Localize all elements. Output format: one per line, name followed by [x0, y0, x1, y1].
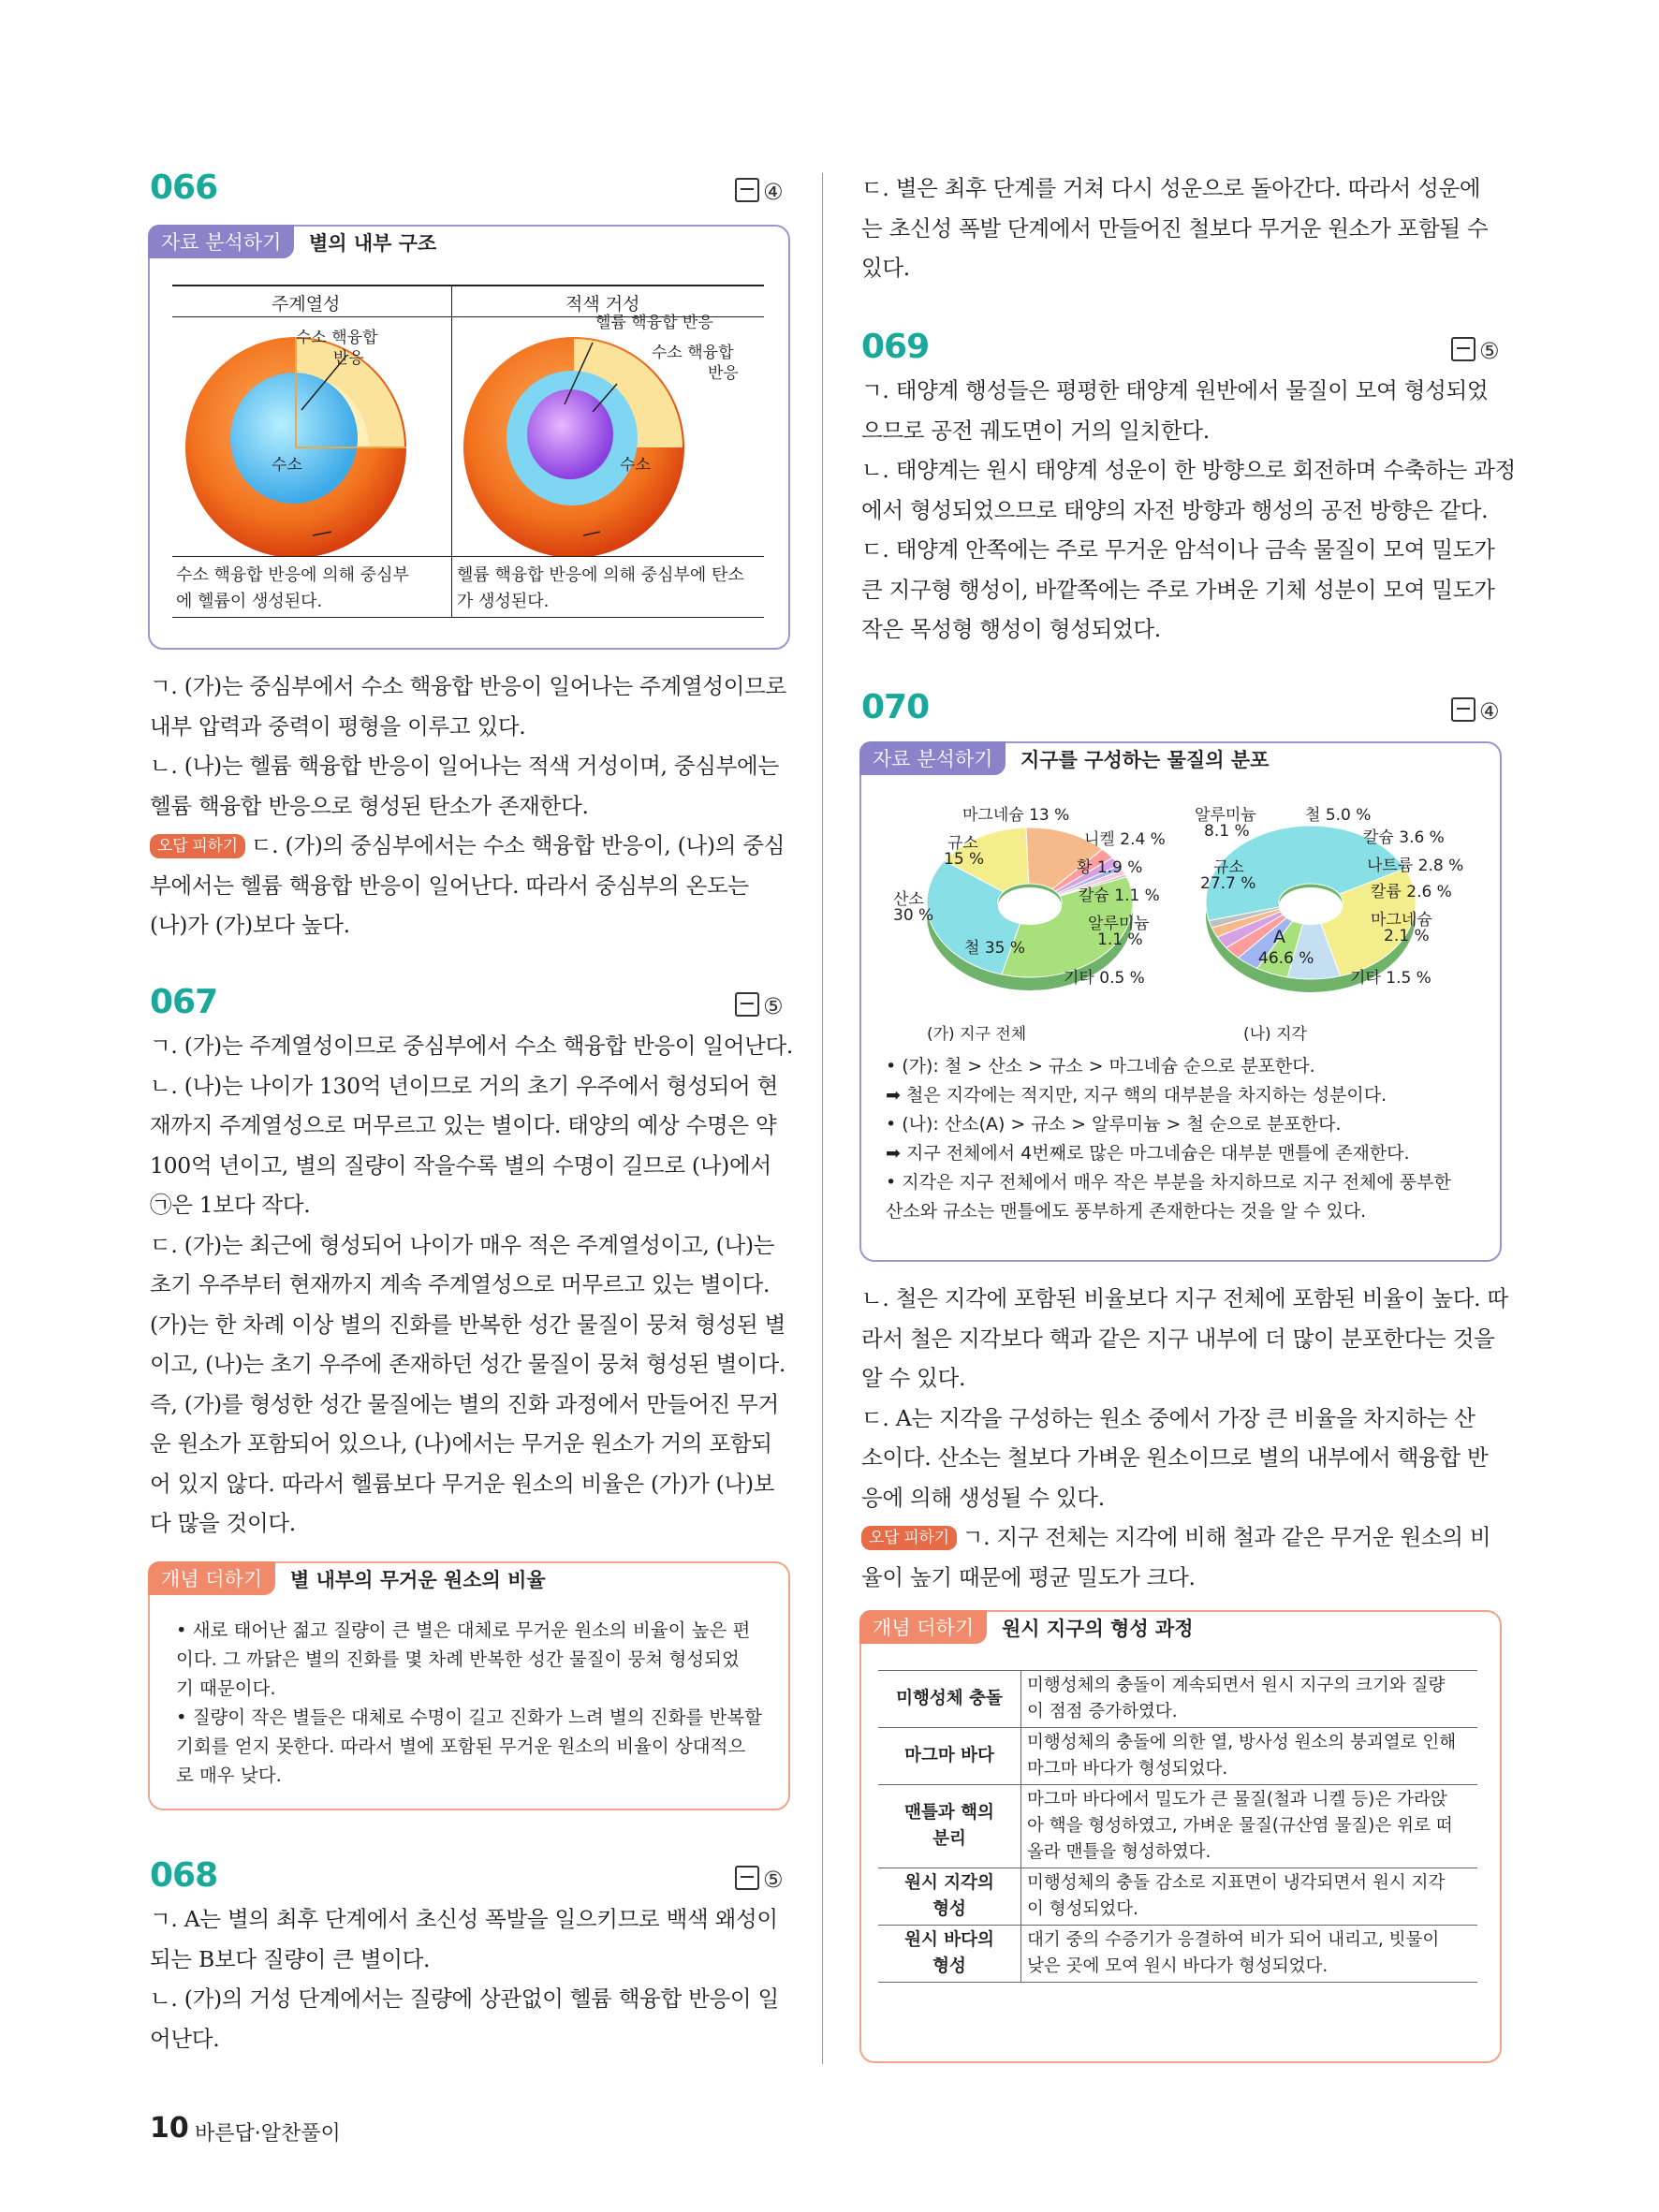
answer-text-069: [861, 371, 1516, 650]
concept-box: [859, 1610, 1502, 2063]
answer-value: ⑤: [763, 993, 784, 1019]
page-number: 10: [150, 2112, 189, 2145]
label-hydrogen: 수소: [272, 456, 302, 475]
formation-flow-table: [878, 1670, 1477, 1983]
pie-hole: [998, 887, 1062, 925]
wrong-answer-badge: 오답 피하기: [861, 1526, 957, 1550]
table-top-rule: [172, 285, 764, 286]
label-aluminium-value: 8.1 %: [1204, 822, 1250, 841]
hydrogen-fusion-core: [230, 373, 358, 504]
label-magnesium: 마그네슘: [1371, 911, 1432, 930]
bullet-line: 로 매우 낮다.: [176, 1765, 282, 1786]
label-a: A: [1273, 927, 1285, 947]
label-aluminium: 알루미늄: [1088, 915, 1150, 933]
data-analysis-tab: 자료 분석하기: [859, 741, 1006, 775]
concept-tab: 개념 더하기: [148, 1561, 275, 1595]
flow-stage: [878, 1671, 1021, 1728]
footer-title: 바른답·알찬풀이: [195, 2122, 341, 2146]
flow-stage-line: 원시 바다의: [904, 1930, 994, 1950]
flow-stage: [878, 1926, 1021, 1983]
text-line: 다 많을 것이다.: [150, 1510, 296, 1536]
bullet-line: 기 때문이다.: [176, 1677, 276, 1699]
label-oxygen-value: 30 %: [893, 906, 934, 925]
label-magnesium-value: 2.1 %: [1384, 927, 1430, 945]
flow-stage: [878, 1785, 1021, 1868]
flow-description-line: 이 점점 증가하였다.: [1027, 1702, 1178, 1721]
label-silicon: 규소: [947, 834, 978, 853]
data-analysis-box: [148, 225, 790, 650]
data-analysis-tab: 자료 분석하기: [148, 225, 294, 258]
flow-description-line: 미행성체의 충돌에 의한 열, 방사성 원소의 붕괴열로 인해: [1027, 1733, 1457, 1752]
text-line: 으므로 공전 궤도면이 거의 일치한다.: [861, 417, 1210, 444]
text-line: ㄱ. A는 별의 최후 단계에서 초신성 폭발을 일으키므로 백색 왜성이: [150, 1906, 778, 1932]
wrong-answer-line: [150, 826, 786, 866]
flow-description-line: 이 형성되었다.: [1027, 1899, 1138, 1919]
flow-row: [878, 1785, 1477, 1868]
label-h-fusion-2: 반응: [333, 349, 364, 368]
bullet-line: • 새로 태어난 젊고 질량이 큰 별은 대체로 무거운 원소의 비율이 높은 편: [176, 1619, 751, 1641]
label-aluminium-value: 1.1 %: [1097, 930, 1143, 949]
flow-stage-line: 원시 지각의: [904, 1873, 994, 1893]
flow-stage-line: 형성: [932, 1956, 966, 1976]
col-head-red-giant: 적색 거성: [565, 294, 640, 315]
text-line: 어 있지 않다. 따라서 헬륨보다 무거운 원소의 비율은 (가)가 (나)보: [150, 1470, 775, 1497]
text-line: ㄴ. 태양계는 원시 태양계 성운이 한 방향으로 회전하며 수축하는 과정: [861, 457, 1516, 483]
text-line: 작은 목성형 행성이 형성되었다.: [861, 616, 1161, 642]
flow-description-line: 낮은 곳에 모여 원시 바다가 형성되었다.: [1027, 1956, 1329, 1976]
flow-description-line: 미행성체의 충돌 감소로 지표면이 냉각되면서 원시 지각: [1027, 1873, 1446, 1893]
bullet-line: • 질량이 작은 별들은 대체로 수명이 길고 진화가 느려 별의 진화를 반복할: [176, 1707, 762, 1728]
box-title: 별의 내부 구조: [309, 232, 437, 255]
analysis-bullets: [886, 1052, 1451, 1226]
flow-stage-line: 형성: [932, 1899, 966, 1919]
label-a-value: 46.6 %: [1258, 949, 1314, 968]
text-line: 에서 형성되었으므로 태양의 자전 방향과 행성의 공전 방향은 같다.: [861, 496, 1489, 523]
flow-stage-line: 분리: [932, 1829, 966, 1849]
text-line: 어난다.: [150, 2025, 220, 2052]
label-other: 기타 0.5 %: [1064, 969, 1145, 988]
text-line: ㄷ. 태양계 안쪽에는 주로 무거운 암석이나 금속 물질이 모여 밀도가: [861, 536, 1495, 563]
bullet-line: • (나): 산소(A) > 규소 > 알루미늄 > 철 순으로 분포한다.: [886, 1114, 1342, 1135]
text-line: 100억 년이고, 별의 질량이 작을수록 별의 수명이 길므로 (나)에서: [150, 1151, 771, 1179]
flow-description-line: 마그마 바다가 형성되었다.: [1027, 1759, 1228, 1779]
box-title: 지구를 구성하는 물질의 분포: [1020, 749, 1270, 771]
label-silicon-value: 27.7 %: [1200, 874, 1256, 893]
answer-icon: [735, 178, 759, 202]
label-hydrogen: 수소: [620, 456, 651, 475]
text-line: 운 원소가 포함되어 있으나, (나)에서는 무거운 원소가 거의 포함되: [150, 1430, 772, 1457]
answer-value: ④: [763, 179, 784, 205]
text-line: 즉, (가)를 형성한 성간 물질에는 별의 진화 과정에서 만들어진 무거: [150, 1390, 779, 1417]
answer-icon: [735, 1866, 759, 1890]
answer-value: ⑤: [763, 1867, 784, 1893]
text-line: 초기 우주부터 현재까지 계속 주계열성으로 머무르고 있는 별이다.: [150, 1271, 771, 1297]
flow-description-line: 마그마 바다에서 밀도가 큰 물질(철과 니켈 등)은 가라앉: [1027, 1790, 1447, 1809]
flow-description-line: 대기 중의 수증기가 응결하여 비가 되어 내리고, 빗물이: [1027, 1930, 1440, 1950]
flow-description: [1021, 1926, 1478, 1983]
label-h-fusion: 수소 핵융합: [296, 329, 378, 347]
chart-caption-crust: (나) 지각: [1243, 1025, 1307, 1044]
text-line: ㄱ. 지구 전체는 지각에 비해 철과 같은 무거운 원소의 비: [962, 1524, 1491, 1550]
text-line: 큰 지구형 행성이, 바깥쪽에는 주로 가벼운 기체 성분이 모여 밀도가: [861, 576, 1495, 603]
answer-mark: [735, 1866, 784, 1893]
text-line: 부에서는 헬륨 핵융합 반응이 일어난다. 따라서 중심부의 온도는: [150, 872, 749, 899]
label-sulfur: 황 1.9 %: [1077, 858, 1143, 877]
answer-icon: [735, 992, 759, 1017]
answer-mark: [735, 178, 784, 205]
answer-icon: [1451, 697, 1475, 722]
label-h-fusion-2: 반응: [708, 364, 739, 383]
answer-value: ⑤: [1479, 338, 1500, 364]
question-number: 069: [861, 328, 930, 366]
wrong-answer-line: [861, 1517, 1508, 1558]
text-line: 있다.: [861, 255, 910, 281]
label-magnesium: 마그네슘 13 %: [962, 806, 1070, 825]
answer-text-067: [150, 1026, 793, 1544]
label-oxygen: 산소: [893, 890, 924, 909]
text-line: ㄷ. 별은 최후 단계를 거쳐 다시 성운으로 돌아간다. 따라서 성운에: [861, 175, 1481, 201]
answer-text-070: [861, 1279, 1508, 1597]
box-title: 원시 지구의 형성 과정: [1002, 1618, 1194, 1640]
column-divider: [822, 173, 823, 2064]
answer-icon: [1451, 337, 1475, 361]
text-line: ㄷ. (가)는 최근에 형성되어 나이가 매우 적은 주계열성이고, (나)는: [150, 1231, 775, 1258]
caption-red-giant-2: 가 생성된다.: [457, 592, 550, 611]
text-line: ㄷ. (가)의 중심부에서는 수소 핵융합 반응이, (나)의 중심: [250, 832, 785, 858]
box-title: 별 내부의 무거운 원소의 비율: [290, 1569, 546, 1591]
label-he-fusion: 헬륨 핵융합 반응: [595, 314, 713, 332]
flow-description-line: 아 핵을 형성하였고, 가벼운 물질(규산염 물질)은 위로 떠: [1027, 1816, 1453, 1836]
text-line: ㄴ. 철은 지각에 포함된 비율보다 지구 전체에 포함된 비율이 높다. 따: [861, 1285, 1508, 1311]
flow-description-line: 미행성체의 충돌이 계속되면서 원시 지구의 크기와 질량: [1027, 1676, 1446, 1695]
text-line: 는 초신성 폭발 단계에서 만들어진 철보다 무거운 원소가 포함될 수: [861, 214, 1489, 242]
main-sequence-star-diagram: [172, 318, 451, 556]
text-line: 이고, (나)는 초기 우주에 존재하던 성간 물질이 뭉쳐 형성된 별이다.: [150, 1351, 786, 1377]
text-line: 내부 압력과 중력이 평형을 이루고 있다.: [150, 712, 526, 740]
bullet-line: • 지각은 지구 전체에서 매우 작은 부분을 차지하므로 지구 전체에 풍부한: [886, 1172, 1451, 1193]
answer-mark: [1451, 337, 1500, 364]
concept-tab: 개념 더하기: [859, 1610, 987, 1644]
text-line: 알 수 있다.: [861, 1365, 966, 1391]
label-aluminium: 알루미늄: [1195, 806, 1256, 825]
text-line: 라서 철은 지각보다 핵과 같은 지구 내부에 더 많이 분포한다는 것을: [861, 1325, 1495, 1352]
flow-description: [1021, 1671, 1478, 1728]
text-line: ㄴ. (가)의 거성 단계에서는 질량에 상관없이 헬륨 핵융합 반응이 일: [150, 1985, 779, 2012]
question-number: 066: [150, 168, 218, 207]
table-bottom-rule: [172, 617, 764, 618]
answer-mark: [735, 992, 784, 1019]
label-h-fusion: 수소 핵융합: [652, 344, 734, 362]
caption-main-sequence-2: 에 헬륨이 생성된다.: [176, 592, 323, 611]
text-line: 율이 높기 때문에 평균 밀도가 크다.: [861, 1563, 1196, 1590]
flow-stage: [878, 1868, 1021, 1926]
pie-hole: [1279, 887, 1343, 925]
bullet-line: ➡ 철은 지각에는 적지만, 지구 핵의 대부분을 차지하는 성분이다.: [886, 1085, 1387, 1106]
label-iron: 철 35 %: [964, 939, 1026, 958]
flow-description: [1021, 1868, 1478, 1926]
text-line: 재까지 주계열성으로 머무르고 있는 별이다. 태양의 예상 수명은 약: [150, 1112, 777, 1138]
label-calcium: 칼슘 1.1 %: [1079, 886, 1160, 905]
flow-row: [878, 1926, 1477, 1983]
table-caption-rule: [172, 556, 764, 557]
wrong-answer-badge: 오답 피하기: [150, 834, 245, 858]
bullet-line: ➡ 지구 전체에서 4번째로 많은 마그네슘은 대부분 맨틀에 존재한다.: [886, 1143, 1410, 1164]
caption-main-sequence: 수소 핵융합 반응에 의해 중심부: [176, 565, 409, 585]
label-silicon-value: 15 %: [944, 850, 985, 869]
label-potassium: 칼륨 2.6 %: [1371, 883, 1452, 901]
bullet-line: 기회를 얻지 못한다. 따라서 별에 포함된 무거운 원소의 비율이 상대적으: [176, 1736, 746, 1757]
col-head-main-sequence: 주계열성: [272, 294, 341, 315]
text-line: ㄱ. 태양계 행성들은 평평한 태양계 원반에서 물질이 모여 형성되었: [861, 377, 1489, 403]
question-number: 068: [150, 1856, 218, 1895]
bullet-line: 산소와 규소는 맨틀에도 풍부하게 존재한다는 것을 알 수 있다.: [886, 1201, 1367, 1222]
concept-box: [148, 1561, 790, 1810]
label-sodium: 나트륨 2.8 %: [1367, 857, 1464, 875]
flow-stage-line: 맨틀과 핵의: [904, 1803, 994, 1823]
chart-caption-earth: (가) 지구 전체: [927, 1025, 1027, 1044]
flow-description: [1021, 1728, 1478, 1785]
question-number: 070: [861, 688, 930, 726]
bullet-line: • (가): 철 > 산소 > 규소 > 마그네슘 순으로 분포한다.: [886, 1056, 1315, 1077]
answer-text-068: [150, 1899, 779, 2058]
flow-stage: [878, 1728, 1021, 1785]
text-line: ㄱ. (가)는 중심부에서 수소 핵융합 반응이 일어나는 주계열성이므로: [150, 673, 786, 699]
label-silicon: 규소: [1213, 858, 1244, 877]
flow-row: [878, 1671, 1477, 1728]
label-calcium: 칼슘 3.6 %: [1363, 828, 1445, 847]
concept-bullets: [176, 1616, 762, 1790]
data-analysis-box: [859, 741, 1502, 1262]
text-line: ㄷ. A는 지각을 구성하는 원소 중에서 가장 큰 비율을 차지하는 산: [861, 1404, 1475, 1431]
flow-stage-line: 미행성체 충돌: [896, 1689, 1003, 1708]
label-other: 기타 1.5 %: [1350, 969, 1431, 988]
text-line: (가)는 한 차례 이상 별의 진화를 반복한 성간 물질이 뭉쳐 형성된 별: [150, 1311, 786, 1338]
answer-value: ④: [1479, 698, 1500, 725]
flow-row: [878, 1868, 1477, 1926]
text-line: ㄴ. (나)는 나이가 130억 년이므로 거의 초기 우주에서 형성되어 현: [150, 1072, 779, 1099]
text-line: ㄴ. (나)는 헬륨 핵융합 반응이 일어나는 적색 거성이며, 중심부에는: [150, 753, 779, 779]
text-line: 헬륨 핵융합 반응으로 형성된 탄소가 존재한다.: [150, 792, 589, 819]
flow-description: [1021, 1785, 1478, 1868]
label-nickel: 니켈 2.4 %: [1084, 830, 1166, 849]
answer-text-066: [150, 667, 786, 945]
caption-red-giant: 헬륨 핵융합 반응에 의해 중심부에 탄소: [457, 565, 744, 585]
label-iron: 철 5.0 %: [1305, 806, 1372, 825]
text-line: 되는 B보다 질량이 큰 별이다.: [150, 1945, 431, 1972]
text-line: ㉠은 1보다 작다.: [150, 1192, 311, 1218]
answer-mark: [1451, 697, 1500, 725]
text-line: (나)가 (가)보다 높다.: [150, 912, 350, 938]
answer-text-068-cont: [861, 168, 1488, 288]
flow-description-line: 올라 맨틀을 형성하였다.: [1027, 1842, 1211, 1862]
bullet-line: 이다. 그 까닭은 별의 진화를 몇 차례 반복한 성간 물질이 뭉쳐 형성되었: [176, 1648, 740, 1670]
text-line: ㄱ. (가)는 주계열성이므로 중심부에서 수소 핵융합 반응이 일어난다.: [150, 1033, 794, 1059]
flow-stage-line: 마그마 바다: [904, 1746, 994, 1765]
text-line: 소이다. 산소는 철보다 가벼운 원소이므로 별의 내부에서 핵융합 반: [861, 1444, 1489, 1471]
question-number: 067: [150, 983, 218, 1021]
text-line: 응에 의해 생성될 수 있다.: [861, 1484, 1105, 1511]
flow-row: [878, 1728, 1477, 1785]
